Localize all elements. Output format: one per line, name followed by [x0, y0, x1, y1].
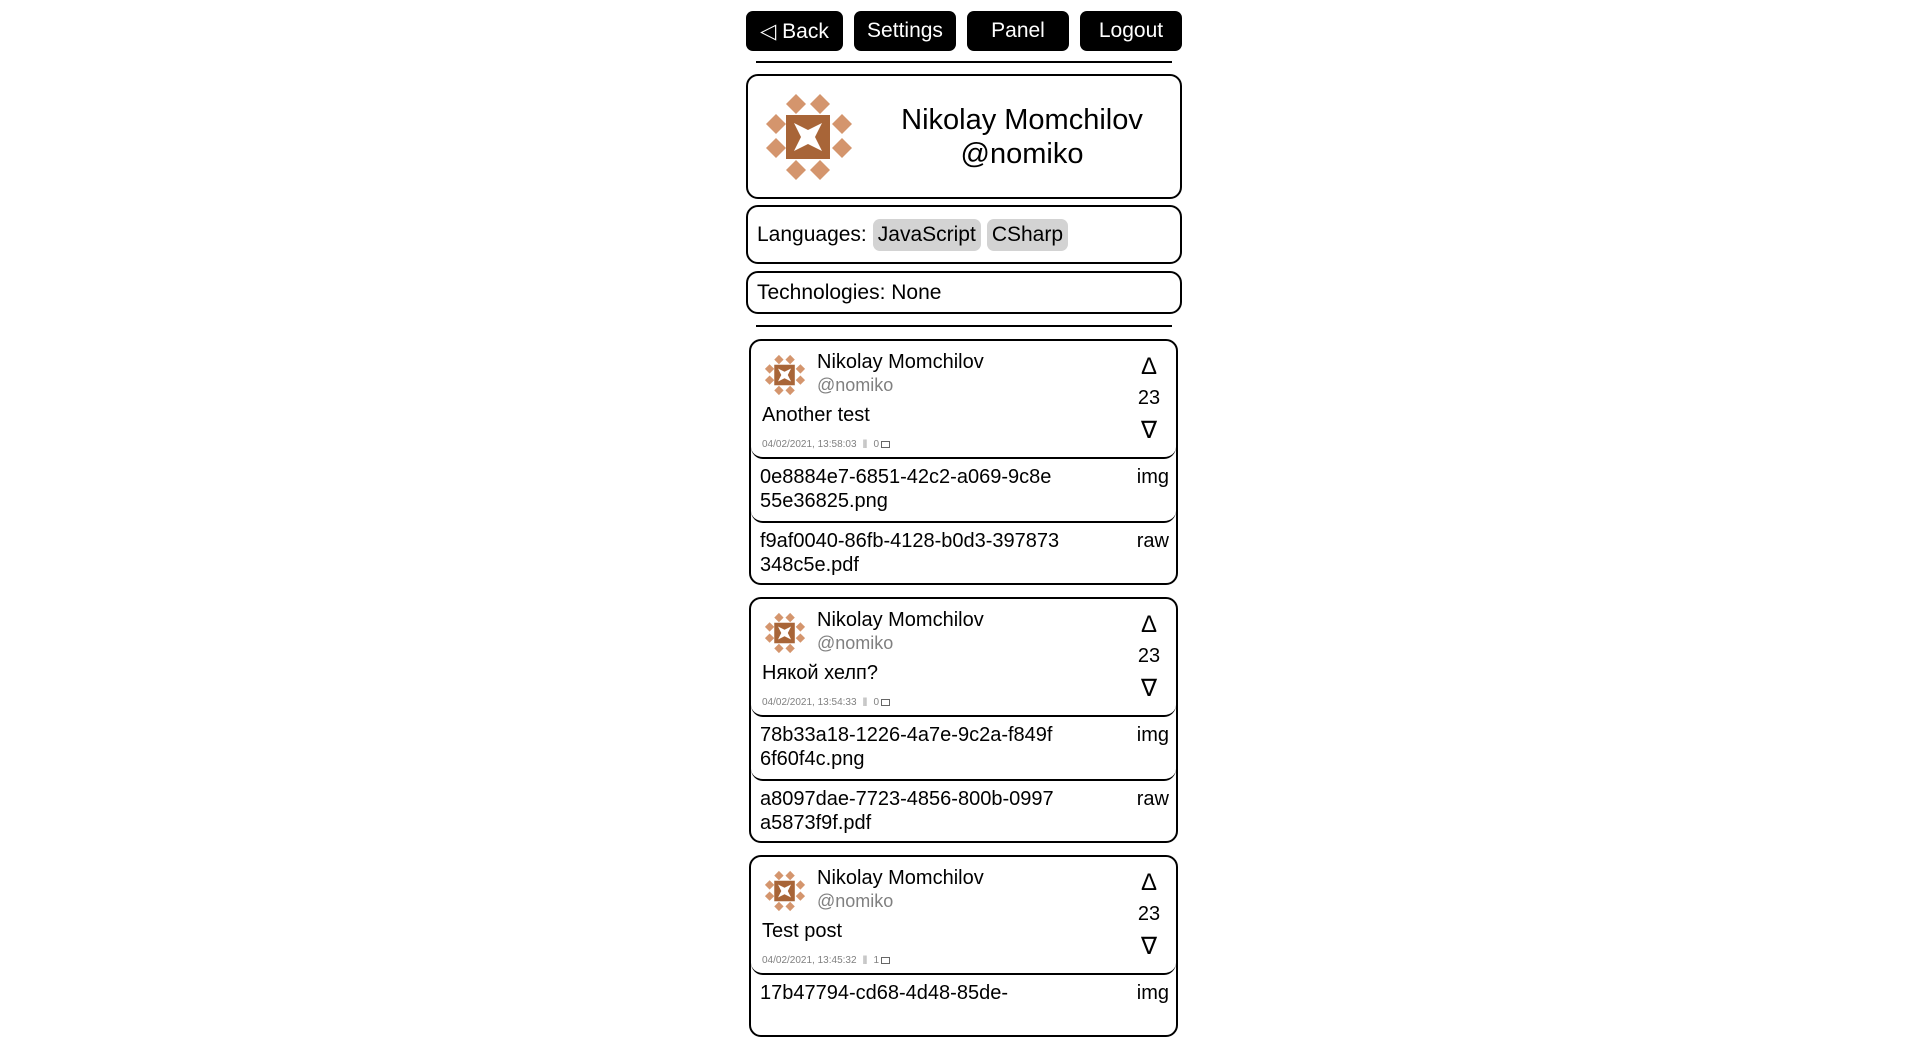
attachment-type: raw	[1136, 788, 1169, 810]
post-header	[751, 599, 1176, 717]
attachment-type: img	[1136, 724, 1169, 746]
post-avatar	[764, 612, 806, 654]
attachment-type: img	[1136, 982, 1169, 1004]
profile-handle: @nomiko	[960, 137, 1084, 170]
post-meta	[762, 437, 890, 451]
downvote-button[interactable]: ∇	[1140, 675, 1158, 702]
vote-widget	[1134, 611, 1164, 703]
post-header	[751, 857, 1176, 975]
divider	[756, 325, 1172, 327]
technologies-card	[746, 271, 1182, 314]
post-list	[746, 339, 1182, 1037]
vote-count: 23	[1137, 903, 1161, 925]
language-tag: CSharp	[987, 219, 1068, 251]
top-nav	[746, 11, 1182, 51]
profile-card	[746, 74, 1182, 199]
separator: ‖	[862, 953, 868, 967]
post-avatar	[764, 870, 806, 912]
upvote-button[interactable]: Δ	[1140, 869, 1158, 896]
vote-count: 23	[1137, 387, 1161, 409]
attachment-row[interactable]	[751, 523, 1176, 583]
profile-names	[854, 103, 1180, 171]
attachment-row[interactable]	[751, 459, 1176, 523]
post-avatar	[764, 354, 806, 396]
vote-widget	[1134, 353, 1164, 445]
comment-icon	[881, 441, 890, 448]
divider	[756, 61, 1172, 63]
attachment-name[interactable]: f9af0040-86fb-4128-b0d3-397873348c5e.pdf	[760, 530, 1060, 576]
post-card	[749, 855, 1178, 1037]
post-meta	[762, 953, 890, 967]
post-date: 04/02/2021, 13:45:32	[762, 954, 857, 966]
comment-count: 1	[873, 954, 880, 966]
post-meta	[762, 695, 890, 709]
comment-count: 0	[873, 438, 880, 450]
downvote-button[interactable]: ∇	[1140, 933, 1158, 960]
attachment-type: img	[1136, 466, 1169, 488]
attachment-row[interactable]	[751, 781, 1176, 841]
language-tag: JavaScript	[873, 219, 981, 251]
attachment-name[interactable]: a8097dae-7723-4856-800b-0997a5873f9f.pdf	[760, 788, 1054, 834]
post-text[interactable]: Някой хелп?	[762, 662, 878, 684]
attachment-row[interactable]	[751, 717, 1176, 781]
post-text[interactable]: Test post	[762, 920, 843, 942]
technologies-label: Technologies:	[757, 280, 886, 304]
vote-widget	[1134, 869, 1164, 961]
post-author-handle: @nomiko	[817, 891, 894, 911]
attachment-name[interactable]: 0e8884e7-6851-42c2-a069-9c8e55e36825.png	[760, 466, 1052, 512]
comment-count: 0	[873, 696, 880, 708]
attachment-name[interactable]: 78b33a18-1226-4a7e-9c2a-f849f6f60f4c.png	[760, 724, 1053, 770]
comment-icon	[881, 699, 890, 706]
back-button[interactable]: ◁ Back	[746, 11, 843, 51]
post-author-name[interactable]: Nikolay Momchilov	[817, 351, 984, 373]
upvote-button[interactable]: Δ	[1140, 353, 1158, 380]
panel-button[interactable]: Panel	[967, 11, 1069, 51]
technologies-value: None	[891, 280, 942, 304]
post-date: 04/02/2021, 13:54:33	[762, 696, 857, 708]
attachment-row[interactable]	[751, 975, 1176, 1035]
logout-button[interactable]: Logout	[1080, 11, 1182, 51]
attachment-type: raw	[1136, 530, 1169, 552]
post-author-name[interactable]: Nikolay Momchilov	[817, 867, 984, 889]
settings-button[interactable]: Settings	[854, 11, 956, 51]
vote-count: 23	[1137, 645, 1161, 667]
post-date: 04/02/2021, 13:58:03	[762, 438, 857, 450]
post-text[interactable]: Another test	[762, 404, 870, 426]
avatar	[764, 92, 854, 182]
upvote-button[interactable]: Δ	[1140, 611, 1158, 638]
post-card	[749, 597, 1178, 843]
languages-label: Languages:	[757, 222, 867, 246]
post-author-name[interactable]: Nikolay Momchilov	[817, 609, 984, 631]
post-author-handle: @nomiko	[817, 633, 894, 653]
post-header	[751, 341, 1176, 459]
post-card	[749, 339, 1178, 585]
page	[746, 0, 1182, 1037]
languages-card	[746, 205, 1182, 264]
attachment-name[interactable]: 17b47794-cd68-4d48-85de-	[760, 982, 1008, 1004]
post-author-handle: @nomiko	[817, 375, 894, 395]
separator: ‖	[862, 695, 868, 709]
comment-icon	[881, 957, 890, 964]
downvote-button[interactable]: ∇	[1140, 417, 1158, 444]
profile-name: Nikolay Momchilov	[901, 103, 1143, 136]
separator: ‖	[862, 437, 868, 451]
